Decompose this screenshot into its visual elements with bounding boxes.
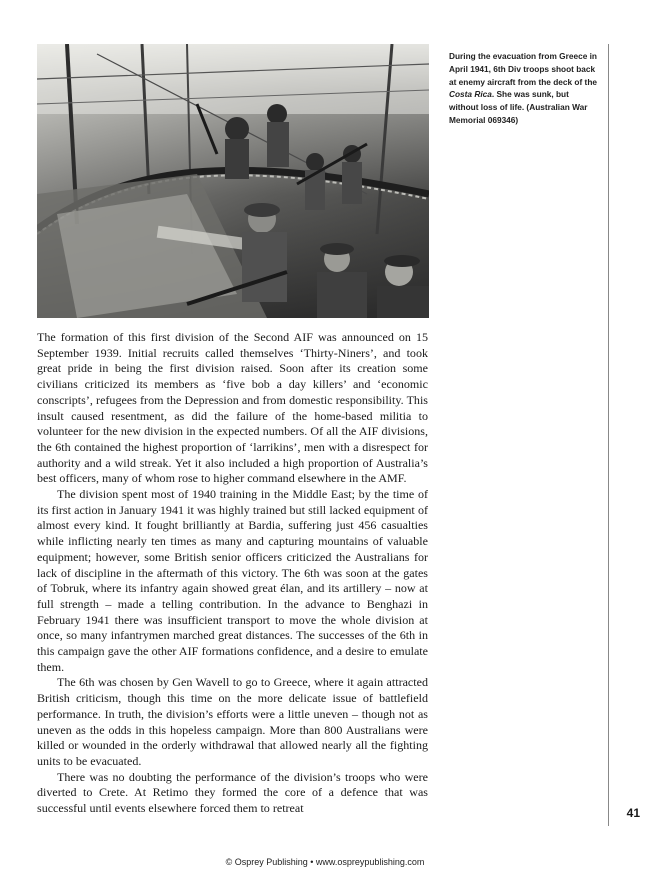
margin-rule xyxy=(608,44,609,826)
caption-text-after: . She was sunk, but without loss of life. (Australian War Memorial 069346) xyxy=(449,89,588,125)
caption-ship-name: Costa Rica xyxy=(449,89,492,100)
ship-deck-photograph xyxy=(37,44,429,318)
body-text xyxy=(37,330,428,817)
photo-caption xyxy=(449,50,599,127)
caption-text-before: During the evacuation from Greece in April 1941, 6th Div troops shoot back at enemy aircraft from the deck of the xyxy=(449,51,598,87)
body-paragraph: There was no doubting the performance of the division’s troops who were diverted to Crete. At Retimo they formed the core of a defence that was successful until events elsewhere forced them to retreat xyxy=(37,769,428,816)
body-paragraph: The formation of this first division of the Second AIF was announced on 15 September 1939. Initial recruits called themselves ‘Thirty-Niners’, and took great pride in being the first division raised. Soon after its creation some civilians criticized its members as ‘five bob a day killers’ and ‘economic conscripts’, refugees from the Depression and from domestic responsibility. This insult caused resentment, as did the failure of the home-based militia to volunteer for the new division in the expected numbers. Of all the AIF divisions, the 6th contained the highest proportion of ‘larrikins’, men with a disrespect for authority and a wild streak. Yet it also included a high proportion of Australia’s best officers, many of whom rose to higher command elsewhere in the AMF. xyxy=(37,330,428,486)
publisher-footer: © Osprey Publishing • www.ospreypublishing.com xyxy=(225,857,425,867)
page-number: 41 xyxy=(626,806,640,820)
body-paragraph: The division spent most of 1940 training in the Middle East; by the time of its first action in January 1941 it was highly trained but still lacked equipment of almost every kind. It fought brilliantly at Bardia, suffering just 456 casualties while inflicting nearly ten times as many and capturing mountains of valuable equipment; however, some British senior officers criticized the Australians for lack of discipline in the aftermath of this victory. The 6th was soon at the gates of Tobruk, where its infantry again showed great élan, and its artillery – now at full strength – made a telling contribution. In the advance to Benghazi in February 1941 there was insufficient transport to move the whole division at once, so many infantrymen marched great distances. The successes of the 6th in this campaign gave the other AIF formations confidence, and a desire to emulate them. xyxy=(37,487,428,674)
photograph-soldiers-on-ship-deck-icon xyxy=(37,44,429,318)
body-paragraph: The 6th was chosen by Gen Wavell to go to Greece, where it again attracted British criticism, though this time on the more delicate issue of battlefield performance. In truth, the division’s efforts were a little uneven – though not as uneven as the odds in this hopeless campaign. More than 800 Australians were killed or wounded in the orderly withdrawal that allowed nearly all the fighting units to be evacuated. xyxy=(37,675,428,768)
